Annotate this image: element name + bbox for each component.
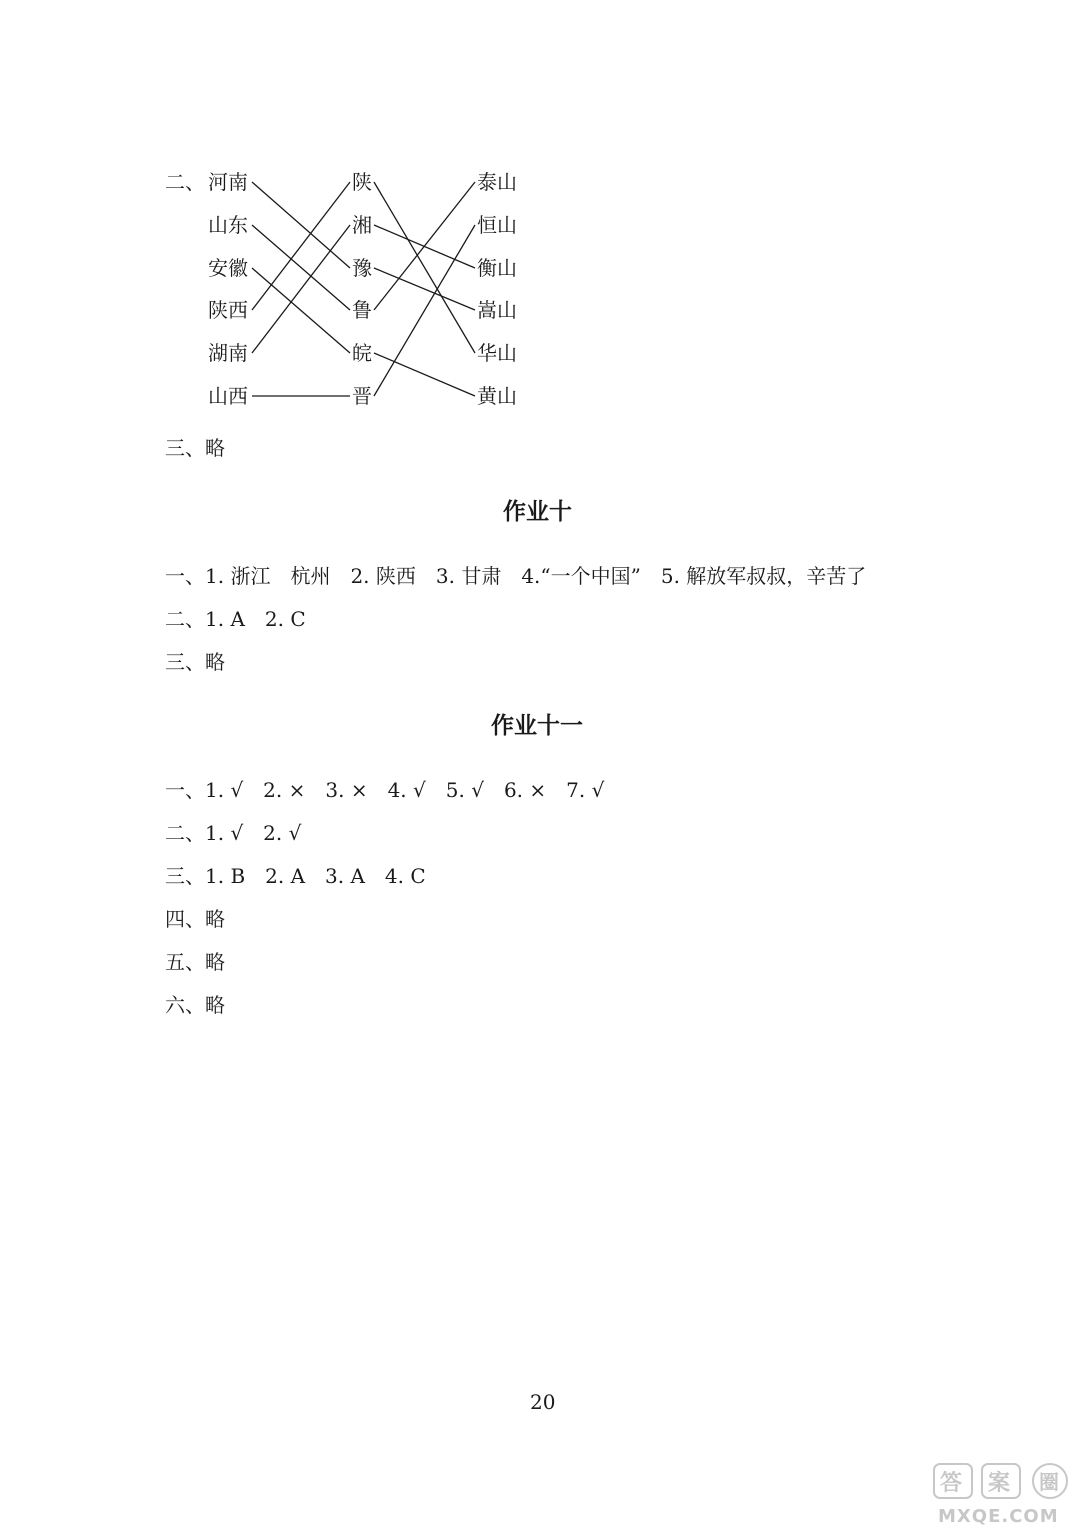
hw10-title: 作业十 <box>503 499 572 525</box>
match-line <box>374 225 475 396</box>
match-line <box>252 182 350 310</box>
mountain-item: 衡山 <box>477 256 517 280</box>
hw11-q5: 五、略 <box>165 950 225 974</box>
abbreviation-item: 豫 <box>352 256 372 280</box>
match-line <box>252 182 350 268</box>
mountain-item: 黄山 <box>477 384 517 408</box>
match-line <box>374 182 475 310</box>
abbreviation-item: 湘 <box>352 213 372 237</box>
province-item: 山西 <box>208 384 248 408</box>
mountain-item: 泰山 <box>477 170 517 194</box>
mountain-item: 嵩山 <box>477 298 517 322</box>
hw11-q1: 一、1. √ 2. × 3. × 4. √ 5. √ 6. × 7. √ <box>165 778 605 802</box>
hw11-q6: 六、略 <box>165 993 225 1017</box>
province-item: 山东 <box>208 213 248 237</box>
hw10-q1: 一、1. 浙江 杭州 2. 陕西 3. 甘肃 4.“一个中国” 5. 解放军叔叔，辛苦了 <box>165 564 867 588</box>
mountain-item: 华山 <box>477 341 517 365</box>
province-item: 陕西 <box>208 298 248 322</box>
hw10-q3: 三、略 <box>165 650 225 674</box>
abbreviation-item: 鲁 <box>352 298 372 322</box>
hw11-q2: 二、1. √ 2. √ <box>165 821 302 845</box>
abbreviation-item: 陕 <box>352 170 372 194</box>
matching-lines <box>0 0 1090 500</box>
province-item: 安徽 <box>208 256 248 280</box>
svg-text:答: 答 <box>940 1471 963 1496</box>
section-2-prefix: 二、 <box>165 170 205 194</box>
hw11-q4: 四、略 <box>165 907 225 931</box>
match-line <box>374 182 475 353</box>
abbreviation-item: 晋 <box>352 384 372 408</box>
watermark-logo <box>930 1460 1080 1530</box>
match-line <box>374 353 475 396</box>
section-3-answer: 三、略 <box>165 436 225 460</box>
hw11-title: 作业十一 <box>491 713 583 739</box>
province-item: 河南 <box>208 170 248 194</box>
match-line <box>374 268 475 310</box>
svg-text:案: 案 <box>988 1471 1011 1496</box>
hw10-q2: 二、1. A 2. C <box>165 607 306 631</box>
province-item: 湖南 <box>208 341 248 365</box>
svg-text:MXQE.COM: MXQE.COM <box>938 1506 1059 1527</box>
svg-text:圈: 圈 <box>1039 1470 1059 1494</box>
match-line <box>252 268 350 353</box>
abbreviation-item: 皖 <box>352 341 372 365</box>
mountain-item: 恒山 <box>477 213 517 237</box>
match-line <box>252 225 350 310</box>
page-number: 20 <box>530 1390 556 1414</box>
hw11-q3: 三、1. B 2. A 3. A 4. C <box>165 864 426 888</box>
match-line <box>252 225 350 353</box>
